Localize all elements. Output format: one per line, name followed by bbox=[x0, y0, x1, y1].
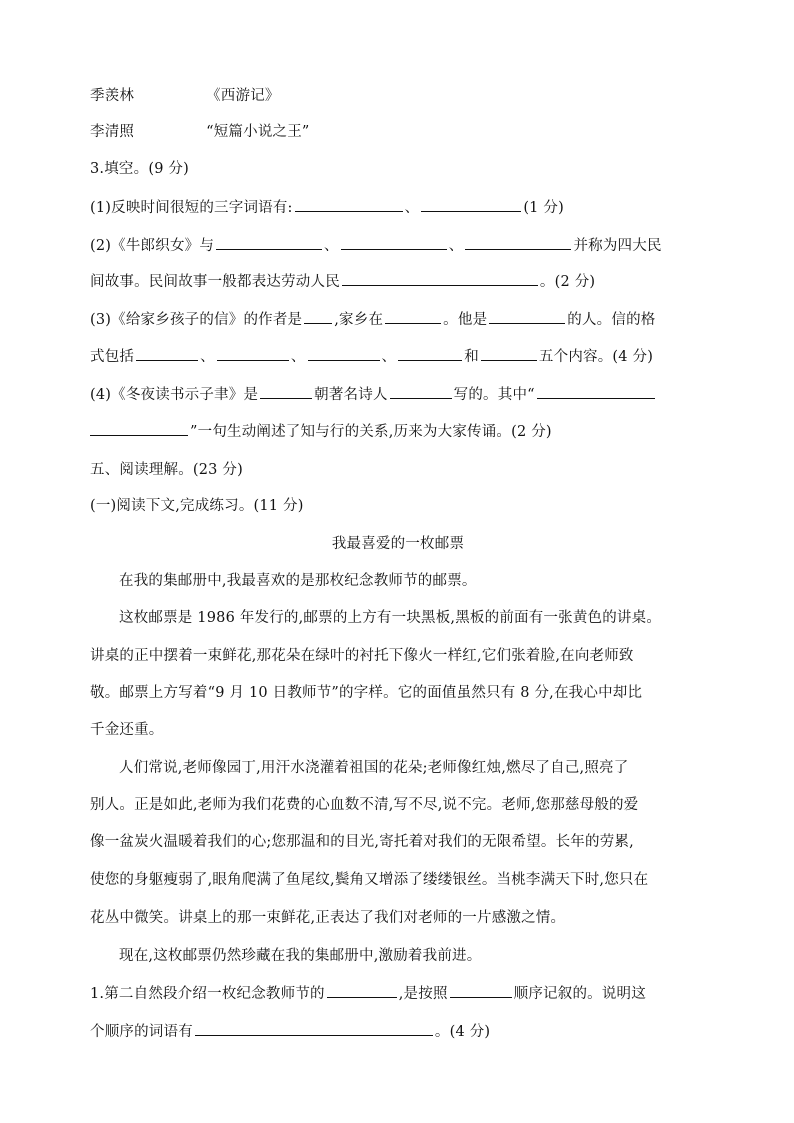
article-line: 在我的集邮册中,我最喜欢的是那枚纪念教师节的邮票。 bbox=[119, 573, 477, 589]
reading-q1-line1: 1.第二自然段介绍一枚纪念教师节的 ,是按照 顺序记叙的。说明这 bbox=[90, 983, 706, 1004]
q3-title: 3.填空。(9 分) bbox=[90, 161, 189, 177]
article-line: 花丛中微笑。讲桌上的那一束鲜花,正表达了我们对老师的一片感激之情。 bbox=[90, 910, 566, 926]
q3-item2-line1: (2)《牛郎织女》与 、 、 并称为四大民 bbox=[90, 235, 706, 256]
article-line: 使您的身躯瘦弱了,眼角爬满了鱼尾纹,鬓角又增添了缕缕银丝。当桃李满天下时,您只在 bbox=[90, 872, 649, 888]
answer-blank[interactable] bbox=[327, 983, 397, 998]
q3-item4-line1: (4)《冬夜读书示子聿》是 朝著名诗人 写的。其中“ bbox=[90, 384, 706, 405]
answer-blank[interactable] bbox=[489, 309, 565, 324]
article-line: 千金还重。 bbox=[90, 722, 164, 738]
q3-item2-line2: 间故事。民间故事一般都表达劳动人民 。(2 分) bbox=[90, 271, 706, 292]
answer-blank[interactable] bbox=[216, 235, 322, 250]
q3-item4-line2: ”一句生动阐述了知与行的关系,历来为大家传诵。(2 分) bbox=[90, 421, 706, 442]
answer-blank[interactable] bbox=[308, 346, 380, 361]
answer-blank[interactable] bbox=[450, 983, 512, 998]
article-line: 讲桌的正中摆着一束鲜花,那花朵在绿叶的衬托下像火一样红,它们张着脸,在向老师致 bbox=[90, 648, 634, 664]
answer-blank[interactable] bbox=[465, 235, 571, 250]
work-title: 《西游记》 bbox=[206, 88, 280, 104]
match-row-2 bbox=[90, 122, 706, 142]
answer-blank[interactable] bbox=[398, 346, 462, 361]
work-title: “短篇小说之王” bbox=[206, 124, 310, 140]
q3-item3-line2: 式包括 、 、 、 和 五个内容。(4 分) bbox=[90, 346, 706, 367]
reading-q1-line2: 个顺序的词语有 。(4 分) bbox=[90, 1021, 706, 1042]
match-row-1 bbox=[90, 86, 706, 106]
answer-blank[interactable] bbox=[481, 346, 537, 361]
answer-blank[interactable] bbox=[90, 421, 188, 436]
answer-blank[interactable] bbox=[295, 197, 403, 212]
answer-blank[interactable] bbox=[385, 309, 441, 324]
answer-blank[interactable] bbox=[390, 384, 452, 399]
answer-blank[interactable] bbox=[537, 384, 655, 399]
answer-blank[interactable] bbox=[342, 271, 538, 286]
article-line: 别人。正是如此,老师为我们花费的心血数不清,写不尽,说不完。老师,您那慈母般的爱 bbox=[90, 797, 639, 813]
article-title: 我最喜爱的一枚邮票 bbox=[331, 536, 465, 552]
article-line: 这枚邮票是 1986 年发行的,邮票的上方有一块黑板,黑板的前面有一张黄色的讲桌。 bbox=[119, 610, 662, 626]
answer-blank[interactable] bbox=[260, 384, 312, 399]
answer-blank[interactable] bbox=[304, 309, 332, 324]
section-5-title: 五、阅读理解。(23 分) bbox=[90, 462, 243, 478]
article-line: 人们常说,老师像园丁,用汗水浇灌着祖国的花朵;老师像红烛,燃尽了自己,照亮了 bbox=[119, 760, 629, 776]
author-name: 李清照 bbox=[90, 124, 135, 140]
q3-item3-line1: (3)《给家乡孩子的信》的作者是 ,家乡在 。他是 的人。信的格 bbox=[90, 309, 706, 330]
article-line: 敬。邮票上方写着“9 月 10 日教师节”的字样。它的面值虽然只有 8 分,在我心中却比 bbox=[90, 685, 643, 701]
answer-blank[interactable] bbox=[136, 346, 198, 361]
q3-item1: (1)反映时间很短的三字词语有: 、 (1 分) bbox=[90, 197, 706, 218]
answer-blank[interactable] bbox=[217, 346, 289, 361]
answer-blank[interactable] bbox=[195, 1021, 433, 1036]
article-line: 像一盆炭火温暖着我们的心;您那温和的目光,寄托着对我们的无限希望。长年的劳累, bbox=[90, 834, 634, 850]
article-line: 现在,这枚邮票仍然珍藏在我的集邮册中,激励着我前进。 bbox=[119, 948, 482, 964]
author-name: 季羡林 bbox=[90, 88, 135, 104]
reading-part-1-title: (一)阅读下文,完成练习。(11 分) bbox=[90, 498, 304, 514]
answer-blank[interactable] bbox=[341, 235, 447, 250]
answer-blank[interactable] bbox=[421, 197, 521, 212]
